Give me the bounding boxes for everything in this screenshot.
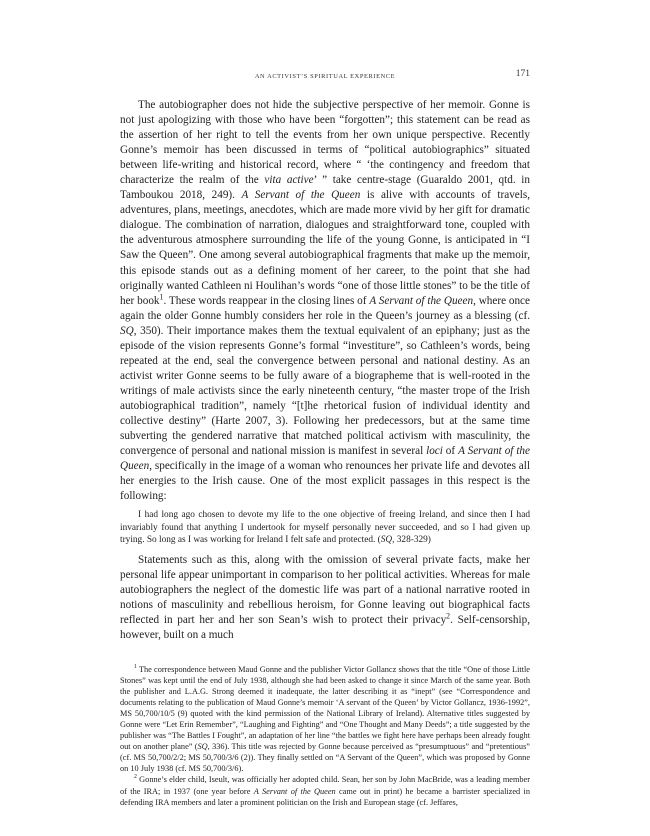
text-run: Statements such as this, along with the omission of several private facts, make her personal life appear unimportant in comparison to her political activities. Whereas for male autobiographers the neglect of the domestic life was part of a national narrative rooted in notions of masculinity and rebellious heroism, for Gonne leaving out biographical facts reflected in part her and her son Sean’s wish to protect their privacy — [120, 554, 530, 627]
footnote-marker-2[interactable]: 2 — [446, 611, 451, 621]
footnote-2 — [120, 774, 530, 807]
italic-run: A Servant of the Queen — [120, 445, 530, 473]
body-text — [120, 98, 530, 643]
footnote-number: 1 — [134, 664, 137, 671]
text-run: I had long ago chosen to devote my life to the one objective of freeing Ireland, and since then I had invariably found that anything I undertook for myself personally never succeeded, and so I had given up trying. So long as I was working for Ireland I felt safe and protected. ( — [120, 510, 530, 546]
italic-run: SQ — [380, 535, 393, 546]
footnote-1 — [120, 664, 530, 774]
text-run: , 350). Their importance makes them the textual equivalent of an epiphany; just as the episode of the vision represents Gonne’s formal “investiture”, so Cathleen’s words, being repeated at the end, seal the convergence between personal and national destiny. As an activist writer Gonne seems to be fully aware of a biographeme that is well-rooted in the writings of male activists since the early nineteenth century, “the master trope of the Irish autobiographical tradition”, namely “[t]he rhetorical fusion of individual identity and collective destiny” (Harte 2007, 3). Following her predecessors, but at the same time subverting the gendered narrative that matched political activism with masculinity, the convergence of personal and national mission is manifest in several — [120, 324, 530, 458]
text-run: Gonne’s elder child, Iseult, was officially her adopted child. Sean, her son by John MacBride, was a leading member of the IRA; in 1937 (one year before — [120, 775, 530, 796]
text-run: came out in print) he became a barrister specialized in defending IRA members and later a prominent politician on the Irish and European stage (cf. Jeffares, — [120, 786, 530, 807]
text-run: . These words reappear in the closing lines of — [163, 294, 370, 307]
italic-run: vita active — [264, 174, 314, 187]
text-run: , 336). This title was rejected by Gonne because perceived as “presumptuous” and “pretentious” (cf. MS 50,700/2/2; MS 50,700/3/6 (2)). They finally settled on “A Servant of the Queen”, which was proposed by Gonne on 10 July 1938 (cf. MS 50,700/3/6). — [120, 742, 530, 774]
block-quote — [120, 509, 530, 547]
text-run: The autobiographer does not hide the subjective perspective of her memoir. Gonne is not just apologizing with those who have been “forgotten”; this statement can be read as the assertion of her right to tell the events from her own unique perspective. Recently Gonne’s memoir has been discussed in terms of “political autobiographics” situated between life-writing and historical record, where “ ‘the contingency and freedom that characterize the realm of the — [120, 99, 530, 187]
paragraph-2 — [120, 553, 530, 643]
text-run: , 328-329) — [392, 535, 431, 546]
running-head: AN ACTIVIST’S SPIRITUAL EXPERIENCE — [254, 73, 396, 80]
italic-run: A Servant of the Queen — [253, 786, 336, 796]
italic-run: SQ — [120, 324, 134, 337]
text-run: of — [442, 445, 459, 458]
footnote-number: 2 — [134, 774, 137, 781]
text-run: , specifically in the image of a woman who renounces her private life and devotes all her energies to the Irish cause. One of the most explicit passages in this respect is the following: — [120, 460, 530, 503]
italic-run: loci — [426, 445, 443, 458]
text-run: . Self-censorship, however, built on a much — [120, 614, 530, 642]
paragraph-1 — [120, 98, 530, 504]
text-run: The correspondence between Maud Gonne and the publisher Victor Gollancz shows that the title “One of those Little Stones” was kept until the end of July 1938, although she had been asked to change it since March of the same year. Both the publisher and L.A.G. Strong deemed it inadequate, the latter describing it as “inept” (see “Correspondence and documents relating to the publication of Maud Gonne’s memoir ‘A servant of the Queen’ by Victor Gollancz, 1936-1992”, MS 50,700/10/5 (9) quoted with the kind permission of the National Library of Ireland). Alternative titles suggested by Gonne were “Let Erin Remember”, “Laughing and Fighting” and “One Thought and Many Deeds”; a title suggested by the publisher was “The Battles I Fought”, an adaptation of her line “the battles we fight here have perhaps been already fought out on another plane” ( — [120, 665, 530, 752]
italic-run: A Servant of the Queen — [369, 294, 474, 307]
italic-run: A Servant of the Queen — [241, 189, 361, 202]
footnote-marker-1[interactable]: 1 — [159, 291, 164, 301]
text-run: ’ ” take centre-stage (Guaraldo 2001, qtd. in Tamboukou 2018, 249). — [120, 174, 530, 202]
italic-run: SQ — [197, 742, 208, 752]
text-run: is alive with accounts of travels, adventures, plans, meetings, anecdotes, which are made more vivid by her gift for dramatic dialogue. The combination of narration, dialogues and straightforward tone, coupled with the adventurous atmosphere surrounding the life of the young Gonne, is anticipated in “I Saw the Queen”. One among several autobiographical fragments that make up the memoir, this episode stands out as a defining moment of her career, to the point that she had originally wanted Cathleen ni Houlihan’s words “one of those little stones” to be the title of her book — [120, 189, 531, 307]
text-run: , where once again the older Gonne humbly considers her role in the Queen’s journey as a blessing (cf. — [120, 294, 530, 322]
footnotes — [120, 664, 530, 808]
page-number: 171 — [515, 69, 530, 79]
